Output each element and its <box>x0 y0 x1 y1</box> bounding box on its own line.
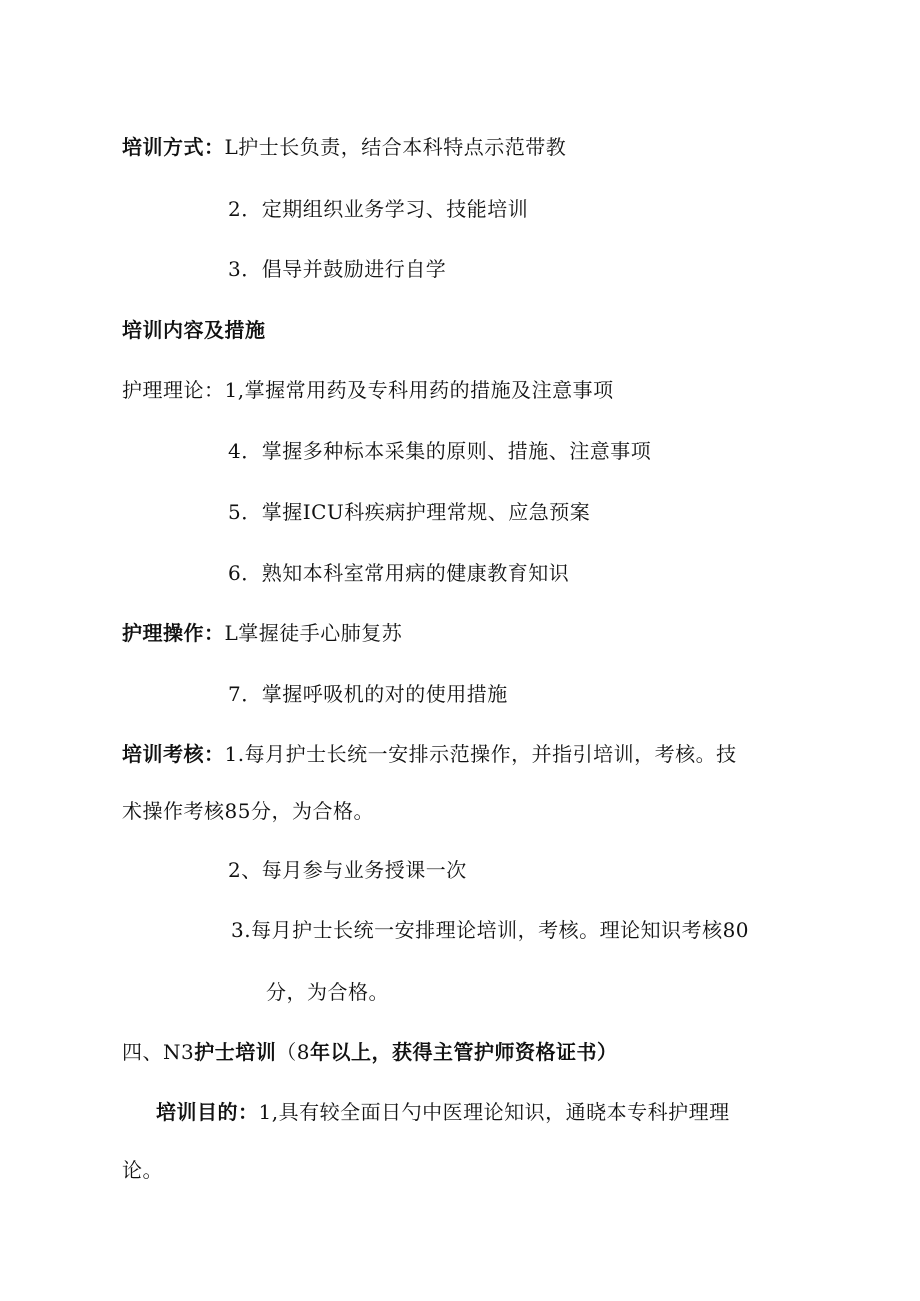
nursing-operation-line <box>122 618 402 648</box>
training-method-item-3: 3．倡导并鼓励进行自学 <box>228 257 447 281</box>
assessment-item-1-part-1: 1.每月护士长统一安排示范操作，并指引培训，考核。技 <box>224 742 737 766</box>
nursing-operation-item-1: L掌握徒手心肺复苏 <box>224 621 403 645</box>
assessment-item-1-part-2: 术操作考核85分，为合格。 <box>122 799 374 823</box>
n3-paren-open: （8 <box>276 1040 310 1064</box>
training-goal-item-1-part-2: 论。 <box>122 1158 163 1182</box>
training-method-item-2: 2．定期组织业务学习、技能培训 <box>228 197 529 221</box>
nursing-theory-line <box>122 375 614 405</box>
training-method-label: 培训方式： <box>122 135 225 159</box>
assessment-item-2: 2、每月参与业务授课一次 <box>228 858 467 882</box>
nursing-theory-item-4: 6．熟知本科室常用病的健康教育知识 <box>228 561 570 585</box>
n3-section-heading <box>122 1037 617 1067</box>
nursing-theory-label: 护理理论： <box>122 378 225 402</box>
n3-title: 护士培训 <box>194 1040 277 1064</box>
assessment-item-3-part-1: 3.每月护士长统一安排理论培训，考核。理论知识考核80 <box>231 918 750 942</box>
assessment-line <box>122 739 737 769</box>
nursing-operation-label: 护理操作： <box>122 621 225 645</box>
nursing-theory-item-1: 1,掌握常用药及专科用药的措施及注意事项 <box>224 378 614 402</box>
training-goal-line <box>156 1097 730 1127</box>
training-content-heading: 培训内容及措施 <box>122 318 266 342</box>
training-goal-label: 培训目的： <box>156 1100 259 1124</box>
training-goal-item-1-part-1: 1,具有较全面日勺中医理论知识，通晓本专科护理理 <box>258 1100 730 1124</box>
nursing-theory-item-3: 5．掌握ICU科疾病护理常规、应急预案 <box>228 500 591 524</box>
n3-subtitle: 年以上，获得主管护师资格证书） <box>309 1040 618 1064</box>
training-method-line <box>122 132 566 162</box>
training-method-item-1: L护士长负责，结合本科特点示范带教 <box>224 135 567 159</box>
assessment-item-3-part-2: 分，为合格。 <box>266 980 389 1004</box>
n3-prefix: 四、N3 <box>122 1040 195 1064</box>
nursing-theory-item-2: 4．掌握多种标本采集的原则、措施、注意事项 <box>228 439 652 463</box>
assessment-label: 培训考核： <box>122 742 225 766</box>
nursing-operation-item-2: 7．掌握呼吸机的对的使用措施 <box>228 682 508 706</box>
